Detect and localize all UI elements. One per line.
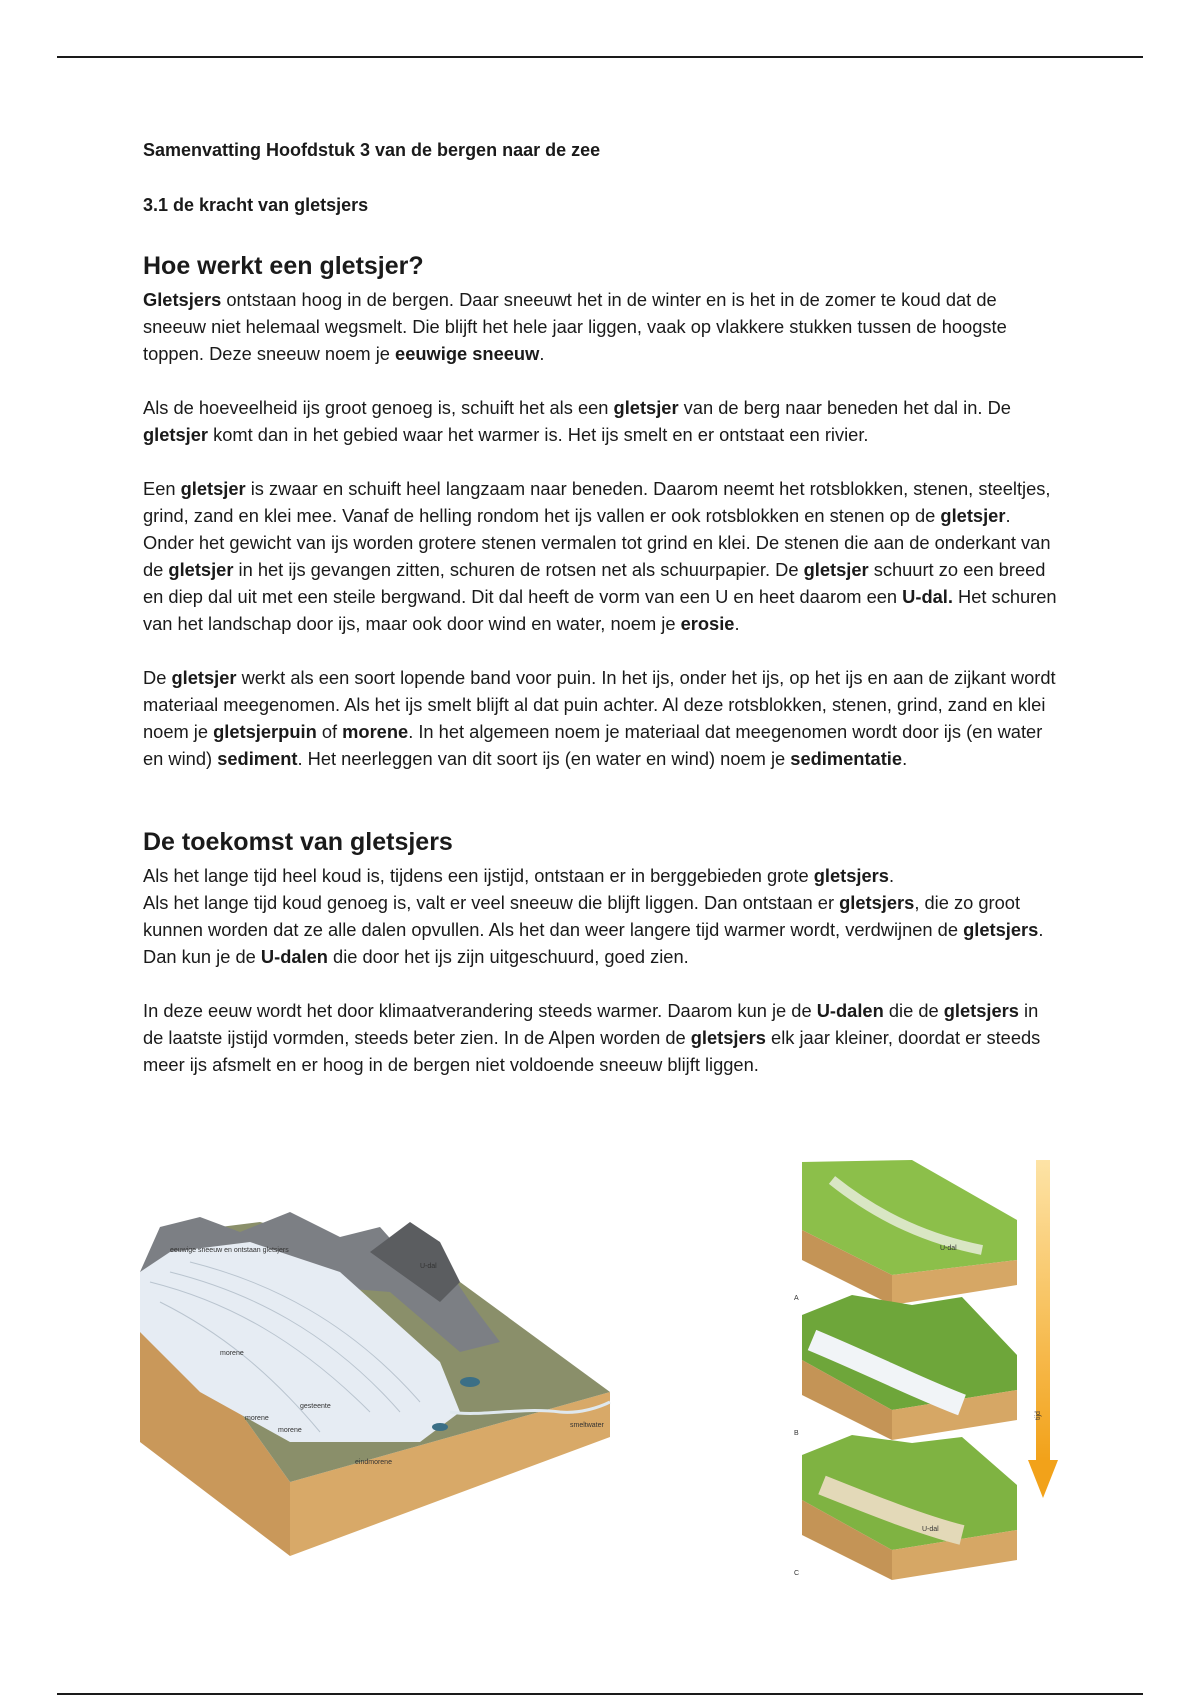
- stage-b-block: [794, 1295, 1017, 1440]
- heading-how-glacier-works: Hoe werkt een gletsjer?: [143, 252, 424, 280]
- glacier-illustration: [140, 1212, 640, 1556]
- top-rule: [57, 56, 1143, 58]
- label-eindmorene: eindmorene: [355, 1459, 392, 1466]
- heading-future-glaciers: De toekomst van gletsjers: [143, 828, 453, 856]
- label-stage-a: A: [794, 1295, 799, 1302]
- section-title: 3.1 de kracht van gletsjers: [143, 195, 369, 215]
- document-body: [143, 140, 1063, 1105]
- stage-a-block: [794, 1160, 1017, 1305]
- paragraph-3: Een gletsjer is zwaar en schuift heel langzaam naar beneden. Daarom neemt het rotsblokken, stenen, steeltjes, grind, zand en klei mee. Vanaf de helling rondom het ijs vallen er ook rotsblokken en stenen op de gletsjer. Onder het gewicht van ijs worden grotere stenen vermalen tot grind en klei. De stenen die aan de onderkant van de gletsjer in het ijs gevangen zitten, schuren de rotsen net als schuurpapier. De gletsjer schuurt zo een breed en diep dal uit met een steile bergwand. Dit dal heeft de vorm van een U en heet daarom een U-dal. Het schuren van het landschap door ijs, maar ook door wind en water, noem je erosie.: [143, 478, 1057, 634]
- label-udal-top: U-dal: [940, 1245, 957, 1252]
- paragraph-2: Als de hoeveelheid ijs groot genoeg is, schuift het als een gletsjer van de berg naar beneden het dal in. De gletsjer komt dan in het gebied waar het warmer is. Het ijs smelt en er ontstaat een rivier.: [143, 397, 1011, 445]
- label-eternal-snow: eeuwige sneeuw en ontstaan gletsjers: [170, 1247, 289, 1254]
- lake: [460, 1377, 480, 1387]
- label-stage-b: B: [794, 1430, 799, 1437]
- paragraph-6: In deze eeuw wordt het door klimaatverandering steeds warmer. Daarom kun je de U-dalen die de gletsjers in de laatste ijstijd vormden, steeds beter zien. In de Alpen worden de gletsjers elk jaar kleiner, doordat er steeds meer ijs afsmelt en er hoog in de bergen niet voldoende sneeuw blijft liggen.: [143, 1000, 1041, 1075]
- label-morene: morene: [220, 1350, 244, 1357]
- paragraph-4: De gletsjer werkt als een soort lopende band voor puin. In het ijs, onder het ijs, op het ijs en aan de zijkant wordt materiaal meegenomen. Als het ijs smelt blijft al dat puin achter. Al deze rotsblokken, stenen, grind, zand en klei noem je gletsjerpuin of morene. In het algemeen noem je materiaal dat meegenomen wordt door ijs (en water en wind) sediment. Het neerleggen van dit soort ijs (en water en wind) noem je sedimentatie.: [143, 667, 1056, 769]
- time-arrow-head: [1028, 1460, 1058, 1498]
- label-stage-c: C: [794, 1570, 800, 1577]
- bottom-rule: [57, 1693, 1143, 1695]
- paragraph-1: Gletsjers ontstaan hoog in de bergen. Daar sneeuwt het in de winter en is het in de zomer te koud dat de sneeuw niet helemaal wegsmelt. Die blijft het hele jaar liggen, vaak op vlakkere stukken tussen de hoogste toppen. Deze sneeuw noem je eeuwige sneeuw.: [143, 289, 1007, 364]
- label-udal: U-dal: [420, 1263, 437, 1270]
- label-smeltwater: smeltwater: [570, 1422, 604, 1429]
- label-morene: morene: [278, 1427, 302, 1434]
- label-time: tijd: [1035, 1411, 1042, 1420]
- lake: [432, 1423, 448, 1431]
- document-title: Samenvatting Hoofdstuk 3 van de bergen naar de zee: [143, 140, 601, 160]
- label-udal-bottom: U-dal: [922, 1526, 939, 1533]
- label-gesteente: gesteente: [300, 1403, 331, 1410]
- label-morene: morene: [245, 1415, 269, 1422]
- paragraph-5: Als het lange tijd heel koud is, tijdens een ijstijd, ontstaan er in berggebieden grote gletsjers. Als het lange tijd koud genoeg is, valt er veel sneeuw die blijft liggen. Dan ontstaan er gletsjers, die zo groot kunnen worden dat ze alle dalen opvullen. Als het dan weer langere tijd warmer wordt, verdwijnen de gletsjers. Dan kun je de U-dalen die door het ijs zijn uitgeschuurd, goed zien.: [143, 865, 1044, 967]
- stage-c-block: [794, 1435, 1017, 1580]
- u-valley-stages-illustration: [792, 1160, 1067, 1580]
